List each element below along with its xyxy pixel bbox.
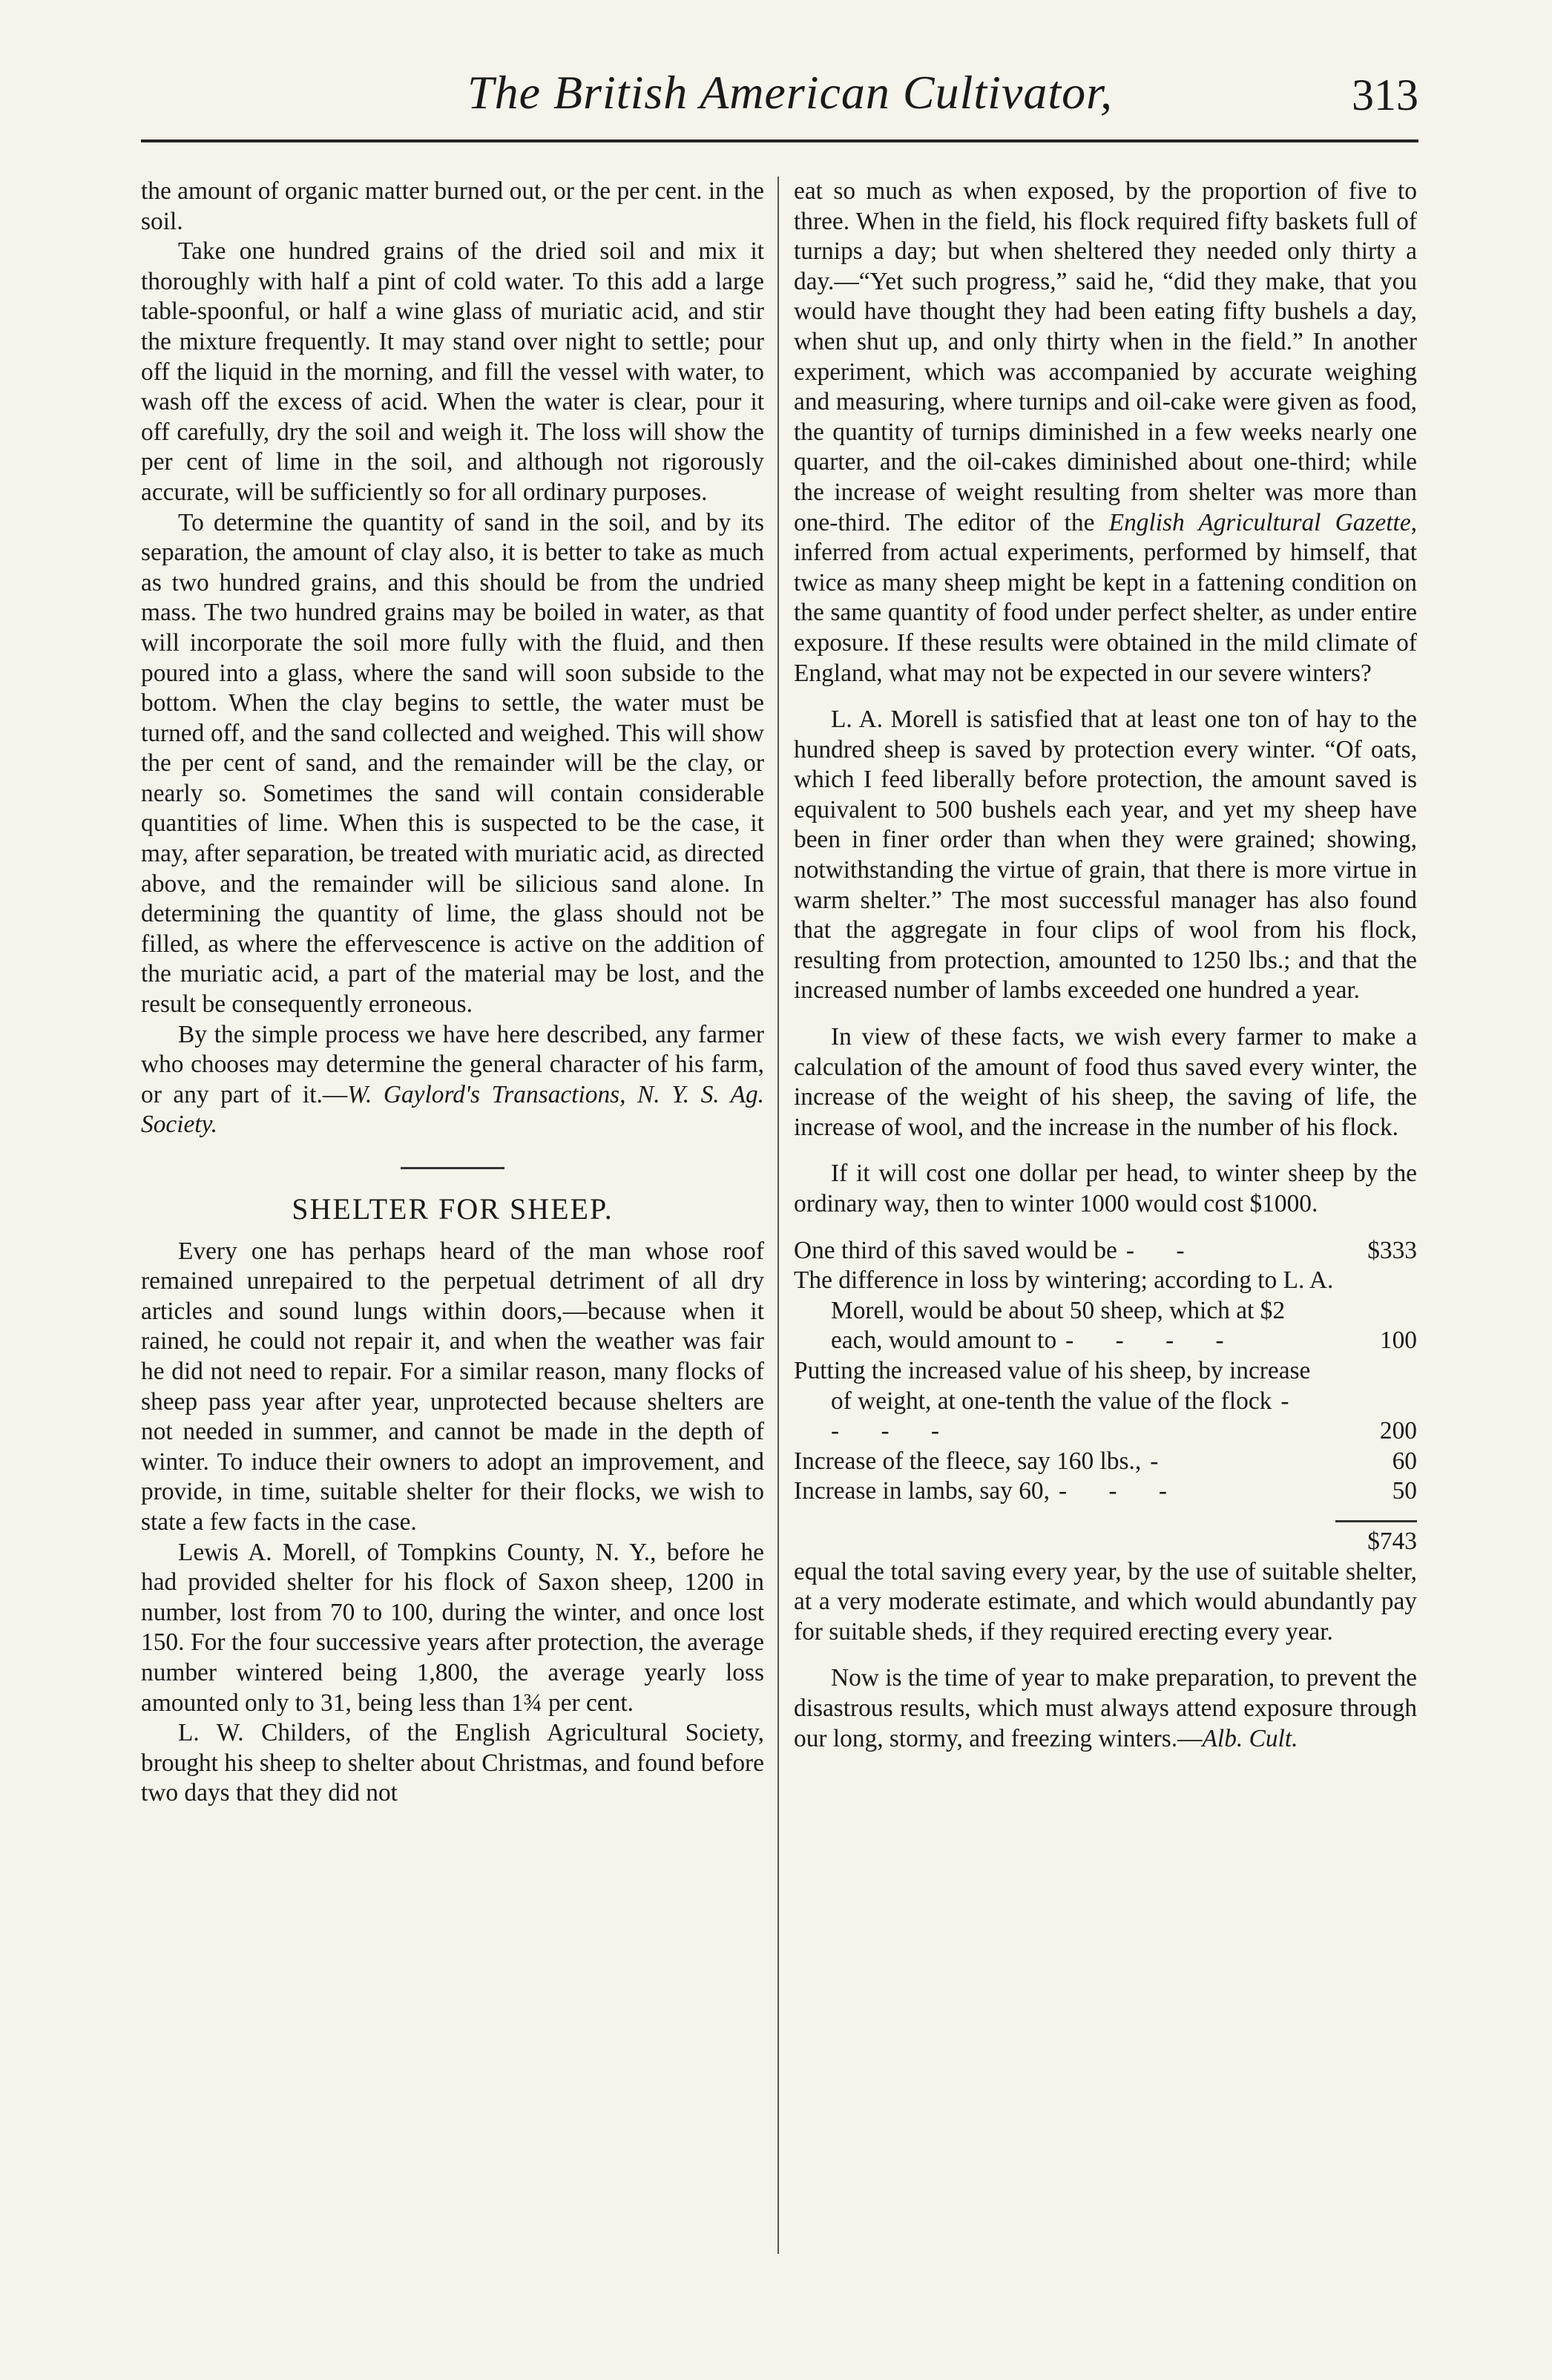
paragraph bbox=[794, 177, 1417, 688]
paragraph: L. A. Morell is satisfied that at least one ton of hay to the hundred sheep is saved by protection every winter. “Of oats, which I feed liberally before protection, the amount saved is equivalent to 500 bushels each year, and yet my sheep have been in finer order than when they were grained; showing, notwithstanding the virtue of grain, that there is more virtue in warm shelter.” The most successful manager has also found that the aggregate in four clips of wool from his flock, resulting from protection, amounted to 1250 lbs.; and that the increased number of lambs exceeded one hundred a year. bbox=[794, 706, 1417, 1005]
calc-row bbox=[794, 1447, 1417, 1477]
calc-description: Increase of the fleece, say 160 lbs., bbox=[794, 1447, 1142, 1475]
paragraph-text: inferred from actual experiments, performed by himself, that twice as many sheep might be kept in a fattening condition on the same quantity of food under perfect shelter, as under entire exposure. If these results were obtained in the mild climate of England, what may not be expected in our severe winters? bbox=[794, 539, 1417, 687]
header-rule bbox=[141, 139, 1418, 142]
leader-dashes: - - - - bbox=[1065, 1327, 1242, 1355]
leader-dashes: - - bbox=[1125, 1236, 1203, 1264]
leader-dashes: - - - bbox=[1058, 1477, 1185, 1505]
calc-row bbox=[794, 1356, 1417, 1447]
calc-description: One third of this saved would be bbox=[794, 1236, 1117, 1264]
calc-description: Increase in lambs, say 60, bbox=[794, 1477, 1050, 1505]
paragraph-text: By the simple process we have here described, any farmer who chooses may determine the general character of his farm, or any part of it.— bbox=[141, 1020, 764, 1108]
calc-description: Putting the increased value of his sheep, by increase of weight, at one-tenth the value of the flock bbox=[794, 1356, 1311, 1415]
paragraph: To determine the quantity of sand in the soil, and by its separation, the amount of clay also, it is better to take as much as two hundred grains, and this should be from the undried mass. The two hundred grains may be boiled in water, as that will incorporate the soil more fully with the fluid, and then poured into a glass, where the sand will soon subside to the bottom. When the clay begins to settle, the water must be turned off, and the sand collected and weighed. This will show the per cent of sand, and the remainder will be the clay, or nearly so. Sometimes the sand will contain considerable quantities of lime. When this is suspected to be the case, it may, after separation, be treated with muriatic acid, as directed above, and the remainder will be silicious sand alone. In determining the quantity of lime, the glass should not be filled, as where the effervescence is active on the addition of the muriatic acid, a part of the material may be lost, and the result be consequently erroneous. bbox=[141, 508, 764, 1019]
publication-title: English Agricultural Gazette, bbox=[1108, 508, 1417, 536]
paragraph: L. W. Childers, of the English Agricultural Society, brought his sheep to shelter about Christmas, and found before two days that they did not bbox=[141, 1719, 764, 1807]
paragraph: equal the total saving every year, by the use of suitable shelter, at a very moderate estimate, and which would abundantly pay for suitable sheds, if they required erecting every year. bbox=[794, 1557, 1417, 1646]
section-divider bbox=[401, 1167, 504, 1169]
column-divider bbox=[777, 177, 779, 2254]
paragraph: If it will cost one dollar per head, to winter sheep by the ordinary way, then to winter 1000 would cost $1000. bbox=[794, 1160, 1417, 1217]
calc-amount: 100 bbox=[1379, 1327, 1417, 1355]
calc-row bbox=[794, 1476, 1417, 1507]
left-column bbox=[141, 177, 764, 1809]
paragraph: the amount of organic matter burned out, or the per cent. in the soil. bbox=[141, 177, 764, 235]
calc-amount: 200 bbox=[1379, 1417, 1417, 1445]
paragraph bbox=[794, 1663, 1417, 1754]
attribution: Alb. Cult. bbox=[1202, 1724, 1298, 1752]
paragraph: Take one hundred grains of the dried soil and mix it thoroughly with half a pint of cold water. To this add a large table-spoonful, or half a wine glass of muriatic acid, and stir the mixture frequently. It may stand over night to settle; pour off the liquid in the morning, and fill the vessel with water, to wash off the excess of acid. When the water is clear, pour it off carefully, dry the soil and weigh it. The loss will show the per cent of lime in the soil, and although not rigorously accurate, will be sufficiently so for all ordinary purposes. bbox=[141, 237, 764, 506]
calc-amount: 50 bbox=[1392, 1477, 1417, 1505]
calc-row bbox=[794, 1236, 1417, 1266]
calc-amount: $333 bbox=[1367, 1236, 1417, 1264]
leader-dashes: - bbox=[1150, 1447, 1177, 1475]
journal-title: The British American Cultivator, bbox=[467, 66, 1113, 119]
paragraph-text: Now is the time of year to make preparation, to prevent the disastrous results, which must always attend exposure through our long, stormy, and freezing winters.— bbox=[794, 1664, 1417, 1752]
leader-dashes: - - - - bbox=[831, 1387, 1307, 1445]
page-number: 313 bbox=[1352, 70, 1418, 119]
paragraph bbox=[141, 1020, 764, 1140]
paragraph: In view of these facts, we wish every farmer to make a calculation of the amount of food thus saved every winter, the increase of the weight of his sheep, the saving of life, the increase of wool, and the increase in the number of his flock. bbox=[794, 1023, 1417, 1141]
calc-row bbox=[794, 1266, 1417, 1356]
section-heading: SHELTER FOR SHEEP. bbox=[292, 1192, 614, 1226]
savings-calculation bbox=[794, 1236, 1417, 1557]
calc-total: $743 bbox=[1367, 1527, 1417, 1555]
paragraph-text: eat so much as when exposed, by the proportion of five to three. When in the field, his flock required fifty baskets full of turnips a day; but when sheltered they needed only thirty a day.—“Yet such progress,” said he, “did they make, that you would have thought they had been eating fifty bushels a day, when shut up, and only thirty when in the field.” In another experiment, which was accompanied by accurate weighing and measuring, where turnips and oil-cake were given as food, the quantity of turnips diminished in a few weeks nearly one quarter, and the oil-cakes diminished about one-third; while the increase of weight resulting from shelter was more than one-third. The editor of the bbox=[794, 177, 1417, 536]
attribution: W. Gaylord's Transactions, N. Y. S. Ag. Society. bbox=[141, 1080, 764, 1139]
right-column bbox=[794, 177, 1417, 1754]
running-head bbox=[141, 65, 1418, 132]
paragraph: Every one has perhaps heard of the man whose roof remained unrepaired to the perpetual detriment of all dry articles and sound lungs within doors,—because when it rained, he could not repair it, and when the weather was fair he did not need to repair. For a similar reason, many flocks of sheep pass year after year, unprotected because shelters are not needed in summer, and cannot be made in the depth of winter. To induce their owners to adopt an improvement, and provide, in time, suitable shelter for their flocks, we wish to state a few facts in the case. bbox=[141, 1237, 764, 1536]
paragraph: Lewis A. Morell, of Tompkins County, N. Y., before he had provided shelter for his flock of Saxon sheep, 1200 in number, lost from 70 to 100, during the winter, and once lost 150. For the four successive years after protection, the average number wintered being 1,800, the average yearly loss amounted only to 31, being less than 1¾ per cent. bbox=[141, 1538, 764, 1717]
total-rule bbox=[1335, 1520, 1417, 1522]
calc-amount: 60 bbox=[1392, 1447, 1417, 1475]
calc-description: The difference in loss by wintering; according to L. A. Morell, would be about 50 sheep, which at $2 each, would amount to bbox=[794, 1266, 1334, 1355]
